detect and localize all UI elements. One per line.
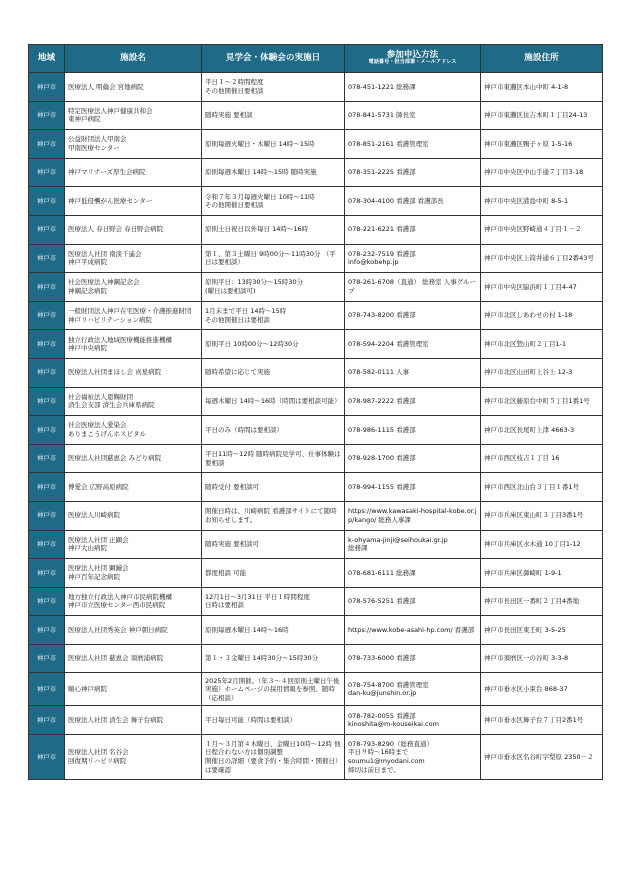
address-cell: 神戸市兵庫区東山町３丁目3番1号 — [481, 501, 603, 530]
contact-cell: 078-743-8200 看護部 — [345, 301, 481, 330]
area-cell — [29, 644, 65, 673]
facility-cell: 独立行政法人地域医療機能推進機構 神戸中央病院 — [65, 330, 202, 359]
table-row — [29, 530, 603, 559]
area-label: 神戸市 — [36, 540, 57, 548]
area-label: 神戸市 — [36, 168, 57, 177]
area-cell — [29, 387, 65, 416]
area-label: 神戸市 — [36, 111, 57, 120]
area-cell — [29, 101, 65, 130]
table-row — [29, 330, 603, 359]
schedule-cell: 令和７年３月毎週火曜日 10時～11時 その他開催日要相談 — [202, 187, 345, 216]
header-contact — [345, 45, 481, 73]
area-cell — [29, 616, 65, 645]
table-row — [29, 673, 603, 706]
area-label: 神戸市 — [36, 425, 57, 434]
facility-cell: 神戸低侵襲がん医療センター — [65, 187, 202, 216]
area-label: 神戸市 — [36, 752, 57, 761]
area-label: 神戸市 — [36, 82, 57, 91]
facility-cell: 医療法人社団まほし会 真星病院 — [65, 358, 202, 387]
table-row — [29, 273, 603, 302]
area-cell — [29, 215, 65, 244]
area-label: 神戸市 — [36, 368, 57, 377]
header-area: 地域 — [29, 45, 65, 73]
schedule-cell: 原則平日 10時00分～12時30分 — [202, 330, 345, 359]
facility-cell: 公益財団法人甲南会 甲南医療センター — [65, 130, 202, 159]
facility-cell: 医療法人社団慈恵会 みどり病院 — [65, 444, 202, 473]
table-row — [29, 215, 603, 244]
contact-cell: https://www.kawasaki-hospital-kobe.or.jp/kango/ 総務人事課 — [345, 501, 481, 530]
area-label: 神戸市 — [36, 715, 57, 724]
contact-cell: 078-681-6111 総務課 — [345, 559, 481, 588]
facility-cell: 地方独立行政法人神戸市民病院機構 神戸市立医療センター西市民病院 — [65, 587, 202, 616]
header-contact-title: 参加申込方法 — [386, 49, 439, 60]
contact-cell: 078-582-0111 人事 — [345, 358, 481, 387]
facility-cell: 医療法人社団秀英会 神戸朝日病院 — [65, 616, 202, 645]
schedule-cell: 2025年2月開催。（年３～４回原則土曜日午後実施）ホームページの採用情報を参照。随時（応相談） — [202, 673, 345, 706]
contact-cell: 078-754-8700 看護管理室 dan-ku@junshin.or.jp — [345, 673, 481, 706]
area-cell — [29, 244, 65, 273]
contact-cell: 078-451-1221 総務課 — [345, 73, 481, 102]
contact-cell: 078-221-6221 看護部 — [345, 215, 481, 244]
address-cell: 神戸市長田区一番町２丁目4番地 — [481, 587, 603, 616]
facility-cell: 医療法人社団 慈恵会 須磨浦病院 — [65, 644, 202, 673]
contact-cell: 078-986-1115 看護部 — [345, 416, 481, 445]
address-cell: 神戸市須磨区一の谷町 3-3-8 — [481, 644, 603, 673]
address-cell: 神戸市東灘区住吉本町１丁目24-13 — [481, 101, 603, 130]
area-cell — [29, 673, 65, 706]
address-cell: 神戸市中央区港島中町 8-5-1 — [481, 187, 603, 216]
contact-cell: 078-232-7519 看護部 info@kobehp.jp — [345, 244, 481, 273]
facility-cell: 社会医療法人神鋼記念会 神鋼記念病院 — [65, 273, 202, 302]
contact-cell: 078-351-2225 看護部 — [345, 158, 481, 187]
facility-cell: 社会医療法人愛染会 ありまこうげんホスピタル — [65, 416, 202, 445]
schedule-cell: 平日毎日可能（時間は要相談） — [202, 706, 345, 735]
table-row — [29, 73, 603, 102]
contact-cell: 078-994-1155 看護部 — [345, 473, 481, 502]
area-label: 神戸市 — [36, 482, 57, 491]
facility-cell: 医療法人川崎病院 — [65, 501, 202, 530]
area-label: 神戸市 — [36, 685, 57, 694]
schedule-cell: 1月末まで平日 14時～15時 その他開催日は要相談 — [202, 301, 345, 330]
area-cell — [29, 706, 65, 735]
facility-table-sheet — [28, 44, 602, 780]
facility-cell: 医療法人社団 名谷会 回復期リハビリ病院 — [65, 735, 202, 780]
table-row — [29, 187, 603, 216]
area-cell — [29, 473, 65, 502]
schedule-cell: 毎週木曜日 14時～16時（時間は要相談可能） — [202, 387, 345, 416]
schedule-cell: 都度相談 可能 — [202, 559, 345, 588]
table-row — [29, 301, 603, 330]
address-cell: 神戸市北区山田町上谷上 12-3 — [481, 358, 603, 387]
schedule-cell: 原則毎週火曜日・木曜日 14時～15時 — [202, 130, 345, 159]
facility-cell: 医療法人社団 顕鐘会 神戸百年記念病院 — [65, 559, 202, 588]
table-row — [29, 501, 603, 530]
contact-cell: 078-782-0055 看護部 kinoshita@m-kouseikai.com — [345, 706, 481, 735]
area-cell — [29, 444, 65, 473]
table-row — [29, 473, 603, 502]
facility-cell: 医療法人 春日野会 春日野会病院 — [65, 215, 202, 244]
area-label: 神戸市 — [36, 311, 57, 320]
table-row — [29, 158, 603, 187]
area-cell — [29, 735, 65, 780]
area-cell — [29, 130, 65, 159]
table-row — [29, 416, 603, 445]
schedule-cell: １月～３月第４木曜日、金曜日10時～12時 他日程合わない方は個別調整 開催日の詳細（要食予約・集合時間・開催日）は要確認 — [202, 735, 345, 780]
schedule-cell: 原則毎週木曜日 14時～15時 随時実施 — [202, 158, 345, 187]
area-cell — [29, 273, 65, 302]
facility-cell: 一般財団法人神戸在宅医療・介護推進財団 神戸リハビリテーション病院 — [65, 301, 202, 330]
area-label: 神戸市 — [36, 282, 57, 291]
area-label: 神戸市 — [36, 511, 57, 520]
contact-cell: 078-928-1700 看護部 — [345, 444, 481, 473]
area-label: 神戸市 — [36, 568, 57, 577]
table-row — [29, 387, 603, 416]
contact-cell: 078-987-2222 看護部 — [345, 387, 481, 416]
area-cell — [29, 187, 65, 216]
contact-cell: 078-576-5251 看護部 — [345, 587, 481, 616]
table-row — [29, 444, 603, 473]
address-cell: 神戸市兵庫区御崎町 1-9-1 — [481, 559, 603, 588]
contact-cell: 078-841-5731 師長室 — [345, 101, 481, 130]
table-row — [29, 735, 603, 780]
contact-cell: k-ohyama-jinji@seihoukai.gr.jp 総務課 — [345, 530, 481, 559]
schedule-cell: 随時実施 要相談可 — [202, 530, 345, 559]
address-cell: 神戸市垂水区名谷町字梨原 2350－２ — [481, 735, 603, 780]
facility-cell: 博愛会 広野高原病院 — [65, 473, 202, 502]
address-cell: 神戸市東灘区本山中町 4-1-8 — [481, 73, 603, 102]
area-cell — [29, 416, 65, 445]
area-cell — [29, 358, 65, 387]
area-cell — [29, 530, 65, 559]
address-cell: 神戸市垂水区小束台 868-37 — [481, 673, 603, 706]
table-row — [29, 706, 603, 735]
schedule-cell: 平日のみ（時間は要相談） — [202, 416, 345, 445]
area-cell — [29, 501, 65, 530]
address-cell: 神戸市長田区東壬町 3-5-25 — [481, 616, 603, 645]
contact-cell: 078-733-6000 看護部 — [345, 644, 481, 673]
facility-cell: 社会福祉法人恩賜財団 済生会支部 済生会兵庫県病院 — [65, 387, 202, 416]
contact-cell: 078-304-4100 看護部 看護部長 — [345, 187, 481, 216]
facility-cell: 順心神戸病院 — [65, 673, 202, 706]
contact-cell: 078-261-6708（直通） 総務室 人事グループ — [345, 273, 481, 302]
facility-cell: 医療法人社団 済生会 舞子台病院 — [65, 706, 202, 735]
area-cell — [29, 73, 65, 102]
address-cell: 神戸市中央区脇浜町１丁目4-47 — [481, 273, 603, 302]
facility-cell: 特定医療法人神戸健康共和会 東神戸病院 — [65, 101, 202, 130]
schedule-cell: 第１・３金曜日 14時30分～15時30分 — [202, 644, 345, 673]
facility-cell: 神戸マリナーズ厚生会病院 — [65, 158, 202, 187]
area-label: 神戸市 — [36, 139, 57, 148]
address-cell: 神戸市東灘区鴨子ヶ原 1-5-16 — [481, 130, 603, 159]
address-cell: 神戸市西区枝吉１丁目 16 — [481, 444, 603, 473]
table-row — [29, 644, 603, 673]
schedule-cell: 第１、第３土曜日 9時00分～11時30分 （平日は要相談） — [202, 244, 345, 273]
contact-cell: 078-851-2161 看護管理室 — [345, 130, 481, 159]
schedule-cell: 開催日時は、川崎病院 看護部サイトにて随時お知らせします。 — [202, 501, 345, 530]
schedule-cell: 随時受付 要相談可 — [202, 473, 345, 502]
schedule-cell: 随時希望に応じて実施 — [202, 358, 345, 387]
table-body — [29, 73, 603, 780]
area-cell — [29, 158, 65, 187]
header-facility: 施設名 — [65, 45, 202, 73]
schedule-cell: 平日１～２時間程度 その他開催日要相談 — [202, 73, 345, 102]
address-cell: 神戸市北区しあわせの村 1-18 — [481, 301, 603, 330]
schedule-cell: 原則毎週木曜日 14時～16時 — [202, 616, 345, 645]
schedule-cell: 12月1日～3月31日 平日１時間程度 日時は要相談 — [202, 587, 345, 616]
header-schedule: 見学会・体験会の実施日 — [202, 45, 345, 73]
schedule-cell: 平日11時～12時 随時病院見学可、仕事体験は要相談 — [202, 444, 345, 473]
address-cell: 神戸市中央区中山手通７丁目3-18 — [481, 158, 603, 187]
table-row — [29, 358, 603, 387]
area-label: 神戸市 — [36, 625, 57, 634]
area-label: 神戸市 — [36, 339, 57, 348]
area-label: 神戸市 — [36, 196, 57, 205]
header-address: 施設住所 — [481, 45, 603, 73]
table-header-row — [29, 45, 603, 73]
header-contact-sub: 電話番号・担当部署・メールアドレス — [368, 59, 457, 66]
facility-cell: 医療法人社団 南淡千遙会 神戸平成病院 — [65, 244, 202, 273]
schedule-cell: 原則土日祝日以外毎日 14時～16時 — [202, 215, 345, 244]
schedule-cell: 原則平日：13時30分～15時30分 (曜日は要相談可) — [202, 273, 345, 302]
address-cell: 神戸市北区惣山町２丁目1-1 — [481, 330, 603, 359]
table-row — [29, 616, 603, 645]
schedule-cell: 随時実施 要相談 — [202, 101, 345, 130]
table-row — [29, 587, 603, 616]
area-cell — [29, 559, 65, 588]
area-label: 神戸市 — [36, 397, 57, 406]
facility-cell: 医療法人社団 正顕会 神戸大山病院 — [65, 530, 202, 559]
address-cell: 神戸市中央区野崎通４丁目１－２ — [481, 215, 603, 244]
address-cell: 神戸市兵庫区水木通 10丁目1-12 — [481, 530, 603, 559]
contact-cell: 078-594-2204 看護管理室 — [345, 330, 481, 359]
table-row — [29, 130, 603, 159]
facility-table — [28, 44, 603, 780]
address-cell: 神戸市西区北山台３丁目１番1号 — [481, 473, 603, 502]
address-cell: 神戸市北区長尾町上津 4663-3 — [481, 416, 603, 445]
area-label: 神戸市 — [36, 454, 57, 463]
contact-cell: https://www.kobe-asahi-hp.com/ 看護部 — [345, 616, 481, 645]
area-label: 神戸市 — [36, 654, 57, 663]
facility-cell: 医療法人 明倫会 宮地病院 — [65, 73, 202, 102]
address-cell: 神戸市北区藤原台中町５丁目1番1号 — [481, 387, 603, 416]
address-cell: 神戸市中央区上筒井通６丁目2番43号 — [481, 244, 603, 273]
table-row — [29, 101, 603, 130]
table-row — [29, 559, 603, 588]
address-cell: 神戸市垂水区舞子台７丁目2番1号 — [481, 706, 603, 735]
area-label: 神戸市 — [36, 225, 57, 234]
area-cell — [29, 587, 65, 616]
table-row — [29, 244, 603, 273]
area-cell — [29, 301, 65, 330]
contact-cell: 078-793-8290（総務直通） 平日９時～16時まで soumu1@myodani.com 締切は前日まで。 — [345, 735, 481, 780]
area-label: 神戸市 — [36, 254, 57, 263]
area-cell — [29, 330, 65, 359]
area-label: 神戸市 — [36, 597, 57, 606]
